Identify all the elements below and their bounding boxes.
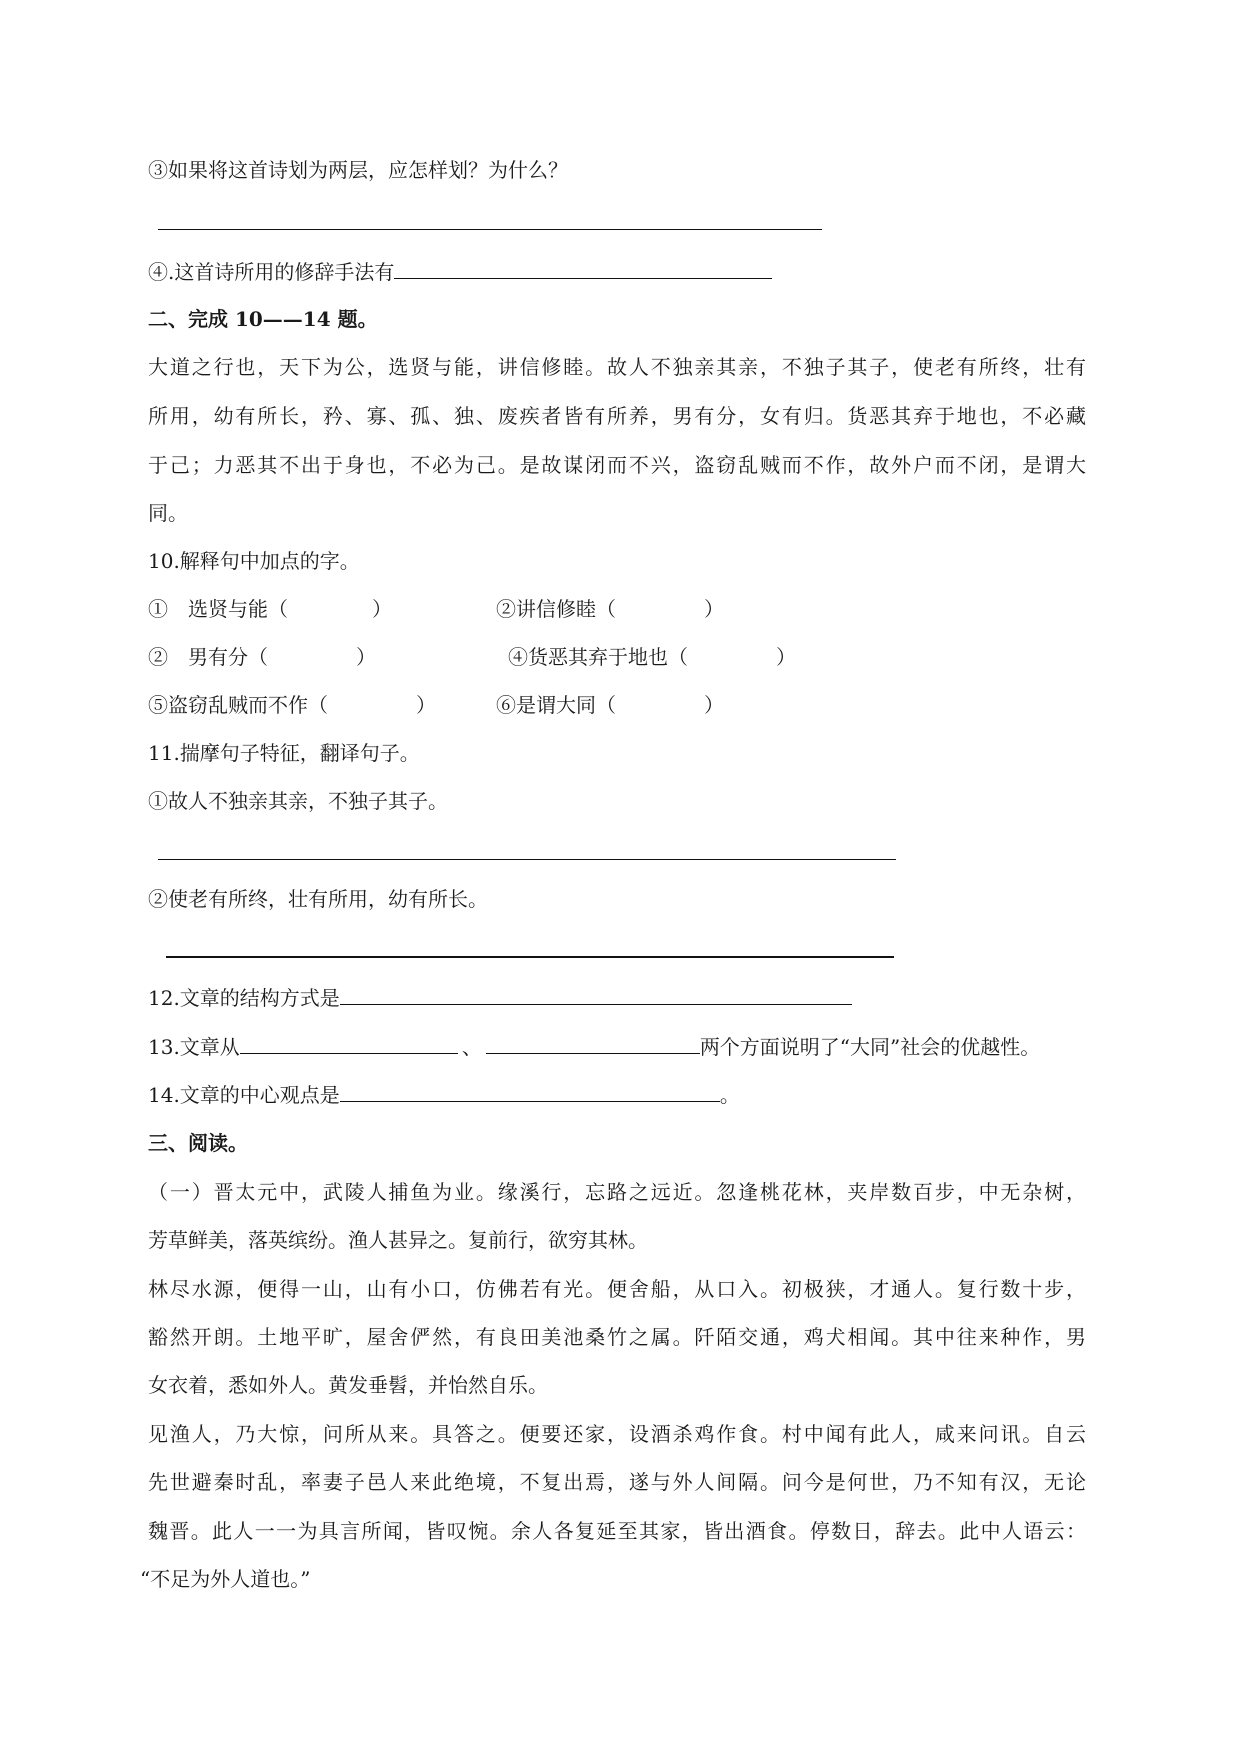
q10-item-1: [148, 596, 392, 622]
question-4-text: ④.这首诗所用的修辞手法有: [148, 260, 395, 284]
q10-item-3-close: ）: [356, 645, 376, 669]
passage-2-line-5: 女衣着，悉如外人。黄发垂髫，并怡然自乐。: [148, 1373, 548, 1397]
answer-blank-q12[interactable]: [340, 984, 852, 1005]
passage-2-line-6: 见渔人，乃大惊，问所从来。具答之。便要还家，设酒杀鸡作食。村中闻有此人，咸来问讯。自云: [148, 1422, 1086, 1446]
q10-item-1-text: ① 选贤与能（: [148, 597, 288, 621]
passage-2-line-1: （一）晋太元中，武陵人捕鱼为业。缘溪行，忘路之远近。忽逢桃花林，夹岸数百步，中无杂树，: [148, 1180, 1086, 1204]
q10-item-5-text: ⑤盗窃乱贼而不作（: [148, 693, 328, 717]
question-11-1: ①故人不独亲其亲，不独子其子。: [148, 789, 448, 813]
q10-item-3: [148, 644, 376, 670]
question-13-sep: 、: [461, 1035, 482, 1059]
question-3: ③如果将这首诗划为两层，应怎样划？为什么？: [148, 158, 568, 182]
q10-item-3-text: ② 男有分（: [148, 645, 268, 669]
question-14-text: 14.文章的中心观点是: [148, 1083, 340, 1107]
q10-item-4-close: ）: [776, 645, 796, 669]
q10-item-4: [508, 644, 796, 670]
answer-blank-q13-a[interactable]: [240, 1033, 458, 1054]
passage-2-line-3: 林尽水源，便得一山，山有小口，仿佛若有光。便舍船，从口入。初极狭，才通人。复行数十步，: [148, 1277, 1086, 1301]
passage-1-line-2: 所用，幼有所长，矜、寡、孤、独、废疾者皆有所养，男有分，女有归。货恶其弃于地也，不必藏: [148, 404, 1086, 428]
question-13: [148, 1033, 1040, 1060]
question-13-text-a: 13.文章从: [148, 1035, 240, 1059]
section-2-title: 二、完成 10——14 题。: [148, 307, 378, 331]
question-14-end: 。: [719, 1083, 740, 1107]
answer-blank-q13-b[interactable]: [486, 1033, 700, 1054]
q10-item-6: [496, 692, 724, 718]
question-4: [148, 258, 772, 285]
passage-2-line-7: 先世避秦时乱，率妻子邑人来此绝境，不复出焉，遂与外人间隔。问今是何世，乃不知有汉，无论: [148, 1470, 1086, 1494]
question-11-2: ②使老有所终，壮有所用，幼有所长。: [148, 887, 488, 911]
passage-2-line-9: “不足为外人道也。”: [140, 1567, 311, 1591]
q10-item-2-text: ②讲信修睦（: [496, 597, 616, 621]
question-11: 11.揣摩句子特征，翻译句子。: [148, 741, 420, 765]
question-12: [148, 984, 852, 1011]
question-10: 10.解释句中加点的字。: [148, 549, 360, 573]
answer-line-q11-1[interactable]: [158, 859, 896, 860]
q10-item-2-close: ）: [704, 597, 724, 621]
passage-2-line-8: 魏晋。此人一一为具言所闻，皆叹惋。余人各复延至其家，皆出酒食。停数日，辞去。此中人语云：: [148, 1519, 1086, 1543]
question-14: [148, 1081, 740, 1108]
q10-item-6-text: ⑥是谓大同（: [496, 693, 616, 717]
answer-line-q3[interactable]: [158, 229, 822, 230]
q10-item-6-close: ）: [704, 693, 724, 717]
question-12-text: 12.文章的结构方式是: [148, 986, 340, 1010]
passage-2-line-4: 豁然开朗。土地平旷，屋舍俨然，有良田美池桑竹之属。阡陌交通，鸡犬相闻。其中往来种作，男: [148, 1325, 1086, 1349]
answer-blank-q14[interactable]: [340, 1081, 720, 1102]
q10-item-5-close: ）: [416, 693, 436, 717]
passage-2-line-2: 芳草鲜美，落英缤纷。渔人甚异之。复前行，欲穷其林。: [148, 1228, 648, 1252]
q10-item-4-text: ④货恶其弃于地也（: [508, 645, 688, 669]
answer-line-q11-2[interactable]: [166, 956, 894, 958]
section-3-title: 三、阅读。: [148, 1131, 248, 1155]
q10-item-1-close: ）: [372, 597, 392, 621]
q10-item-2: [496, 596, 724, 622]
question-13-text-b: 两个方面说明了“大同”社会的优越性。: [699, 1035, 1041, 1059]
passage-1-line-1: 大道之行也，天下为公，选贤与能，讲信修睦。故人不独亲其亲，不独子其子，使老有所终，壮有: [148, 355, 1086, 379]
answer-blank-q4[interactable]: [394, 258, 772, 279]
q10-item-5: [148, 692, 436, 718]
passage-1-line-3: 于己；力恶其不出于身也，不必为己。是故谋闭而不兴，盗窃乱贼而不作，故外户而不闭，是谓大: [148, 453, 1086, 477]
passage-1-line-4: 同。: [148, 501, 188, 525]
